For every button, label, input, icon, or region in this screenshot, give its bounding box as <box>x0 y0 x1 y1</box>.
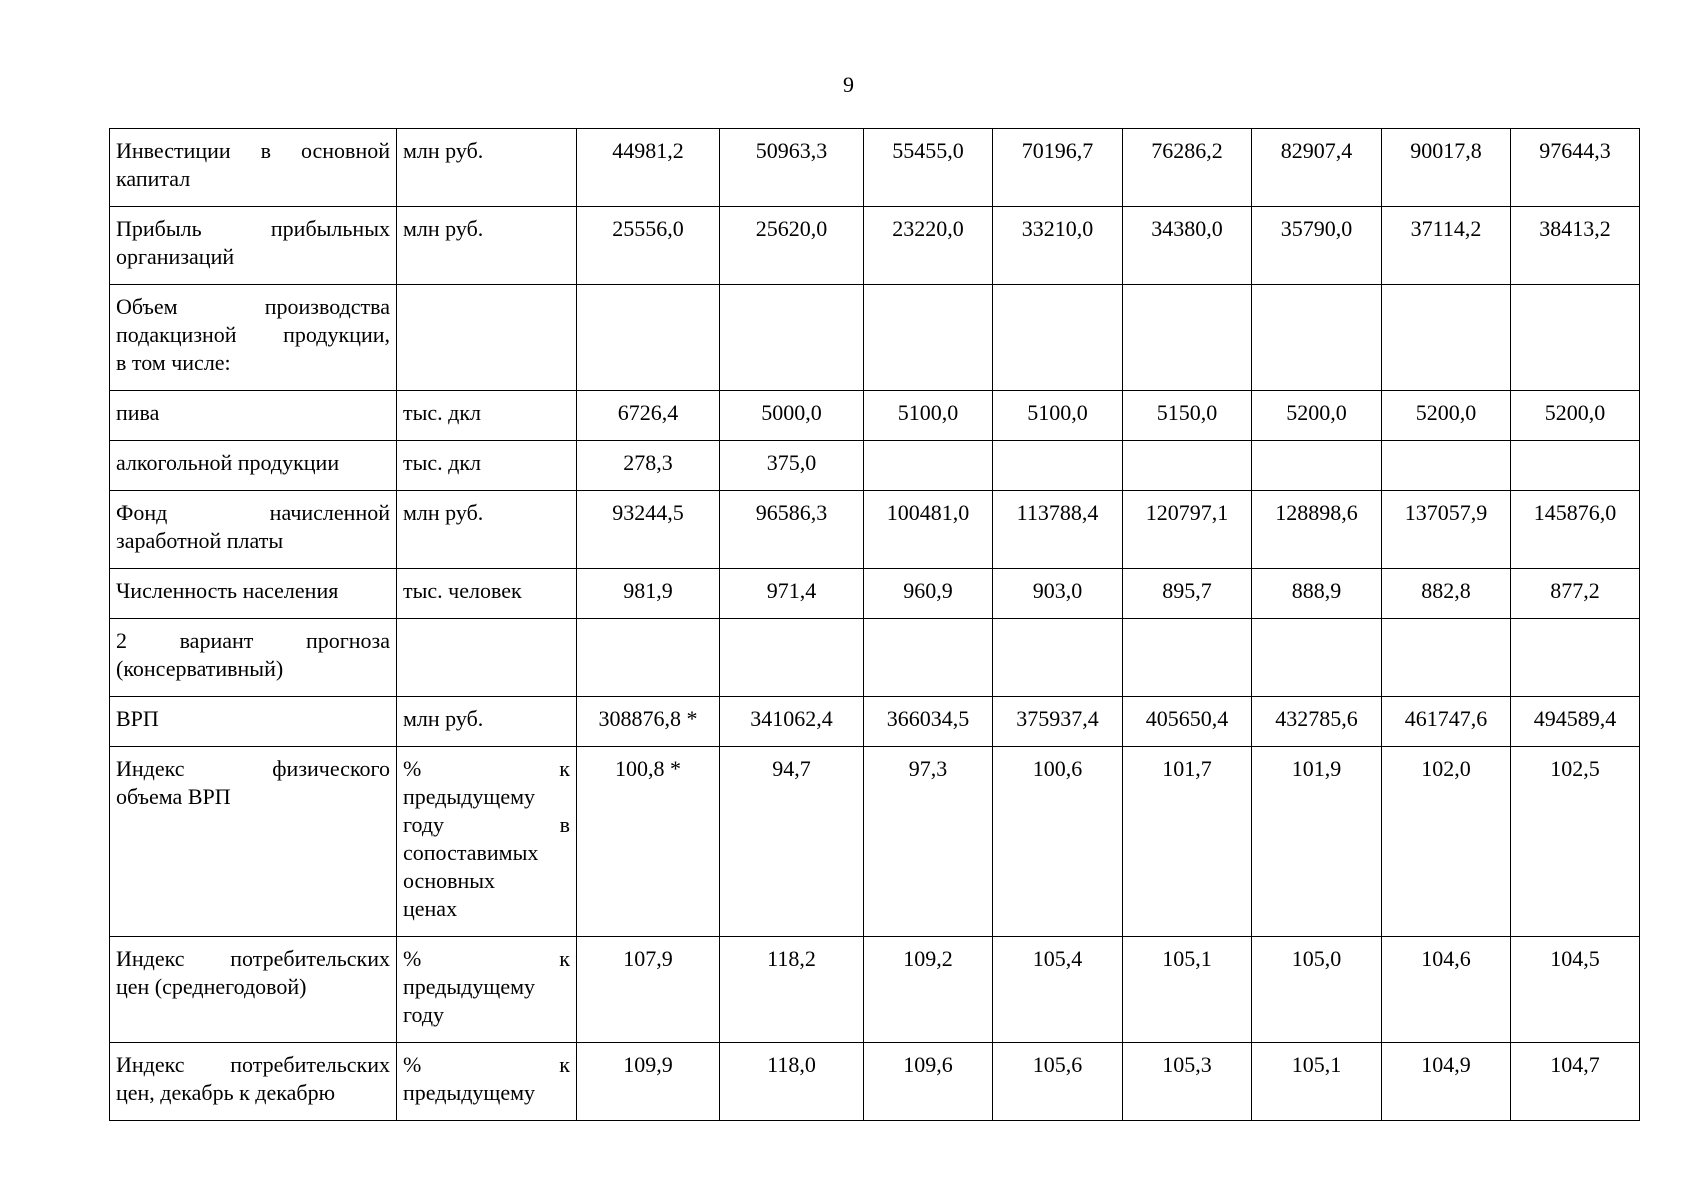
row-unit <box>397 619 577 697</box>
cell-line: заработной платы <box>116 528 284 553</box>
value-cell: 5100,0 <box>993 391 1123 441</box>
cell-line: пива <box>116 400 160 425</box>
value-cell: 100,8 * <box>577 747 720 937</box>
value-cell: 6726,4 <box>577 391 720 441</box>
value-cell: 888,9 <box>1252 569 1382 619</box>
cell-line: предыдущему <box>403 1080 536 1105</box>
value-cell <box>864 619 993 697</box>
value-cell: 145876,0 <box>1511 491 1640 569</box>
row-label <box>110 207 397 285</box>
value-cell <box>1511 441 1640 491</box>
table-row <box>110 569 1640 619</box>
row-unit <box>397 747 577 937</box>
value-cell: 70196,7 <box>993 129 1123 207</box>
value-cell: 93244,5 <box>577 491 720 569</box>
value-cell: 23220,0 <box>864 207 993 285</box>
value-cell: 25620,0 <box>720 207 864 285</box>
cell-line: Инвестиции в основной <box>116 138 390 163</box>
value-cell: 35790,0 <box>1252 207 1382 285</box>
value-cell: 971,4 <box>720 569 864 619</box>
cell-line: Фонд начисленной <box>116 500 390 525</box>
cell-line: Индекс потребительских <box>116 1052 390 1077</box>
value-cell: 105,1 <box>1252 1043 1382 1121</box>
row-unit <box>397 391 577 441</box>
row-unit <box>397 937 577 1043</box>
cell-line: году <box>403 1002 445 1027</box>
value-cell: 105,6 <box>993 1043 1123 1121</box>
row-label <box>110 491 397 569</box>
value-cell: 461747,6 <box>1382 697 1511 747</box>
value-cell: 105,4 <box>993 937 1123 1043</box>
table-row <box>110 441 1640 491</box>
value-cell <box>1382 441 1511 491</box>
cell-line: в том числе: <box>116 350 231 375</box>
value-cell <box>1511 619 1640 697</box>
value-cell: 109,9 <box>577 1043 720 1121</box>
cell-line: Индекс потребительских <box>116 946 390 971</box>
value-cell <box>864 285 993 391</box>
row-label <box>110 391 397 441</box>
page-number: 9 <box>843 72 854 97</box>
cell-line: основных <box>403 868 496 893</box>
row-unit <box>397 1043 577 1121</box>
value-cell: 90017,8 <box>1382 129 1511 207</box>
cell-line: Объем производства <box>116 294 390 319</box>
value-cell: 5200,0 <box>1252 391 1382 441</box>
cell-line: предыдущему <box>403 784 536 809</box>
value-cell: 102,5 <box>1511 747 1640 937</box>
value-cell: 105,0 <box>1252 937 1382 1043</box>
value-cell: 34380,0 <box>1123 207 1252 285</box>
value-cell: 97,3 <box>864 747 993 937</box>
row-label <box>110 569 397 619</box>
value-cell: 278,3 <box>577 441 720 491</box>
cell-line: 2 вариант прогноза <box>116 628 390 653</box>
value-cell <box>1511 285 1640 391</box>
row-unit <box>397 491 577 569</box>
cell-line: организаций <box>116 244 235 269</box>
row-unit <box>397 441 577 491</box>
value-cell <box>993 619 1123 697</box>
table-row <box>110 207 1640 285</box>
value-cell <box>864 441 993 491</box>
value-cell: 33210,0 <box>993 207 1123 285</box>
value-cell: 113788,4 <box>993 491 1123 569</box>
cell-line: ВРП <box>116 706 159 731</box>
value-cell <box>993 441 1123 491</box>
value-cell: 55455,0 <box>864 129 993 207</box>
value-cell: 97644,3 <box>1511 129 1640 207</box>
cell-line: подакцизной продукции, <box>116 322 390 347</box>
value-cell <box>720 619 864 697</box>
value-cell: 5200,0 <box>1382 391 1511 441</box>
value-cell: 44981,2 <box>577 129 720 207</box>
value-cell: 137057,9 <box>1382 491 1511 569</box>
row-label <box>110 441 397 491</box>
table-row <box>110 491 1640 569</box>
value-cell <box>1252 285 1382 391</box>
value-cell: 100,6 <box>993 747 1123 937</box>
value-cell: 366034,5 <box>864 697 993 747</box>
row-unit <box>397 697 577 747</box>
value-cell: 104,9 <box>1382 1043 1511 1121</box>
value-cell: 38413,2 <box>1511 207 1640 285</box>
cell-line: объема ВРП <box>116 784 231 809</box>
row-unit <box>397 207 577 285</box>
row-label <box>110 697 397 747</box>
value-cell: 432785,6 <box>1252 697 1382 747</box>
value-cell <box>1382 285 1511 391</box>
cell-line: сопоставимых <box>403 840 539 865</box>
table-row <box>110 697 1640 747</box>
cell-line: Прибыль прибыльных <box>116 216 390 241</box>
value-cell: 109,6 <box>864 1043 993 1121</box>
value-cell <box>577 285 720 391</box>
cell-line: году в <box>403 812 570 837</box>
value-cell: 877,2 <box>1511 569 1640 619</box>
value-cell: 100481,0 <box>864 491 993 569</box>
value-cell: 5150,0 <box>1123 391 1252 441</box>
table-row <box>110 747 1640 937</box>
value-cell <box>1123 285 1252 391</box>
value-cell: 128898,6 <box>1252 491 1382 569</box>
value-cell: 94,7 <box>720 747 864 937</box>
value-cell: 104,6 <box>1382 937 1511 1043</box>
value-cell: 104,7 <box>1511 1043 1640 1121</box>
table-row <box>110 129 1640 207</box>
value-cell: 105,1 <box>1123 937 1252 1043</box>
cell-line: ценах <box>403 896 458 921</box>
row-label <box>110 1043 397 1121</box>
value-cell: 107,9 <box>577 937 720 1043</box>
cell-line: капитал <box>116 166 191 191</box>
table-row <box>110 285 1640 391</box>
row-label <box>110 937 397 1043</box>
value-cell: 104,5 <box>1511 937 1640 1043</box>
value-cell: 882,8 <box>1382 569 1511 619</box>
value-cell: 82907,4 <box>1252 129 1382 207</box>
row-unit <box>397 285 577 391</box>
value-cell: 25556,0 <box>577 207 720 285</box>
value-cell: 341062,4 <box>720 697 864 747</box>
value-cell: 5200,0 <box>1511 391 1640 441</box>
value-cell: 76286,2 <box>1123 129 1252 207</box>
cell-line: млн руб. <box>403 500 484 525</box>
value-cell: 50963,3 <box>720 129 864 207</box>
value-cell: 109,2 <box>864 937 993 1043</box>
cell-line: % к <box>403 1052 570 1077</box>
value-cell: 101,7 <box>1123 747 1252 937</box>
value-cell: 105,3 <box>1123 1043 1252 1121</box>
cell-line: тыс. дкл <box>403 450 482 475</box>
row-unit <box>397 129 577 207</box>
value-cell <box>720 285 864 391</box>
value-cell <box>1123 619 1252 697</box>
row-label <box>110 619 397 697</box>
value-cell <box>577 619 720 697</box>
row-unit <box>397 569 577 619</box>
row-label <box>110 747 397 937</box>
value-cell <box>1252 441 1382 491</box>
value-cell <box>1123 441 1252 491</box>
cell-line: млн руб. <box>403 706 484 731</box>
cell-line: тыс. дкл <box>403 400 482 425</box>
table-row <box>110 619 1640 697</box>
cell-line: тыс. человек <box>403 578 522 603</box>
value-cell: 375,0 <box>720 441 864 491</box>
value-cell: 903,0 <box>993 569 1123 619</box>
cell-line: предыдущему <box>403 974 536 999</box>
value-cell: 895,7 <box>1123 569 1252 619</box>
value-cell: 308876,8 * <box>577 697 720 747</box>
value-cell: 118,0 <box>720 1043 864 1121</box>
value-cell: 118,2 <box>720 937 864 1043</box>
table-row <box>110 1043 1640 1121</box>
value-cell: 37114,2 <box>1382 207 1511 285</box>
table-row <box>110 391 1640 441</box>
value-cell: 405650,4 <box>1123 697 1252 747</box>
cell-line: Индекс физического <box>116 756 390 781</box>
cell-line: цен (среднегодовой) <box>116 974 307 999</box>
value-cell <box>1252 619 1382 697</box>
value-cell <box>993 285 1123 391</box>
cell-line: % к <box>403 756 570 781</box>
value-cell: 102,0 <box>1382 747 1511 937</box>
value-cell: 120797,1 <box>1123 491 1252 569</box>
cell-line: млн руб. <box>403 216 484 241</box>
cell-line: Численность населения <box>116 578 339 603</box>
cell-line: алкогольной продукции <box>116 450 340 475</box>
value-cell: 5100,0 <box>864 391 993 441</box>
cell-line: млн руб. <box>403 138 484 163</box>
value-cell: 981,9 <box>577 569 720 619</box>
value-cell: 101,9 <box>1252 747 1382 937</box>
value-cell: 5000,0 <box>720 391 864 441</box>
value-cell <box>1382 619 1511 697</box>
row-label <box>110 285 397 391</box>
cell-line: % к <box>403 946 570 971</box>
value-cell: 494589,4 <box>1511 697 1640 747</box>
value-cell: 960,9 <box>864 569 993 619</box>
forecast-table <box>109 128 1640 1121</box>
table-row <box>110 937 1640 1043</box>
row-label <box>110 129 397 207</box>
cell-line: цен, декабрь к декабрю <box>116 1080 336 1105</box>
value-cell: 375937,4 <box>993 697 1123 747</box>
cell-line: (консервативный) <box>116 656 284 681</box>
value-cell: 96586,3 <box>720 491 864 569</box>
